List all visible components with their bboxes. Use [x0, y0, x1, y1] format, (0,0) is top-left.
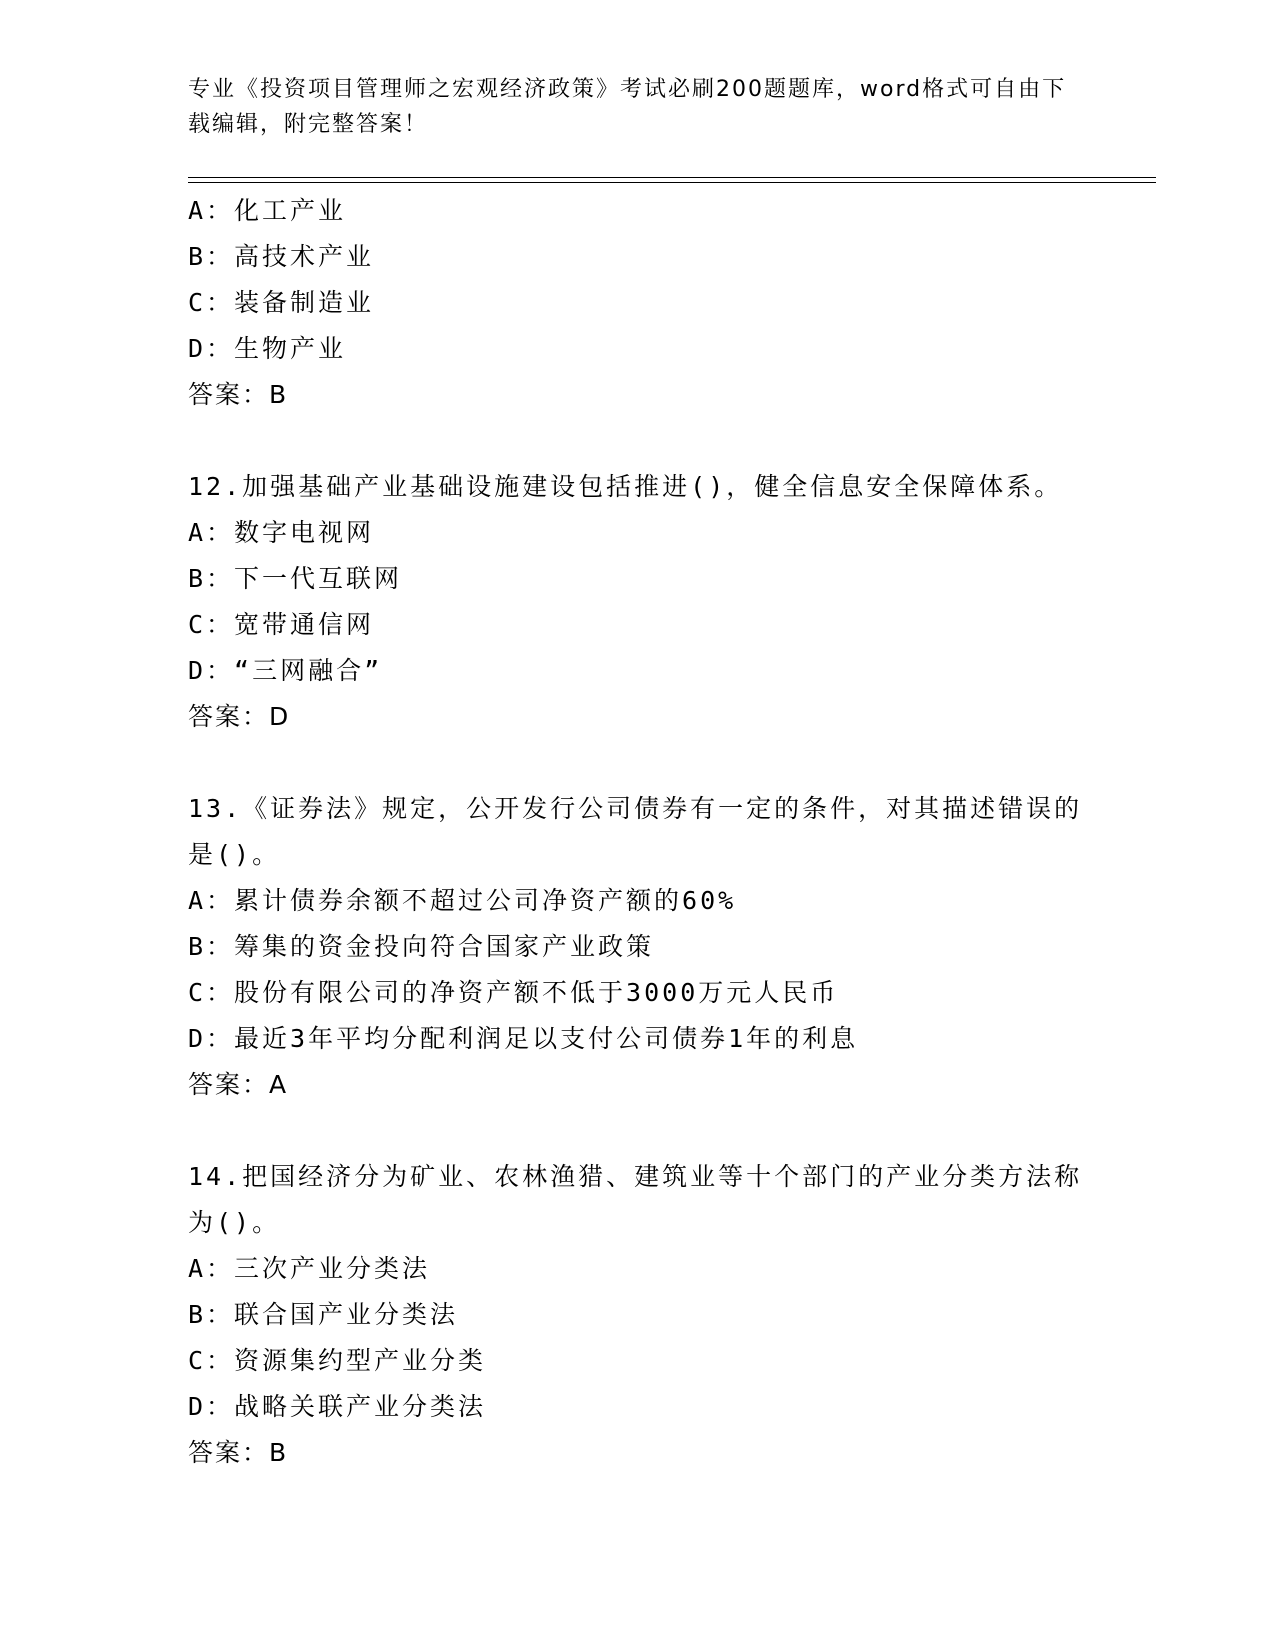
- option-d: D：生物产业: [188, 334, 347, 363]
- question-stem: 14.把国经济分为矿业、农林渔猎、建筑业等十个部门的产业分类方法称为()。: [188, 1162, 1083, 1237]
- question-stem: 12.加强基础产业基础设施建设包括推进()，健全信息安全保障体系。: [188, 472, 1063, 501]
- answer: 答案：B: [188, 1438, 289, 1467]
- option-a: A：累计债券余额不超过公司净资产额的60%: [188, 886, 737, 915]
- question-stem: 13.《证券法》规定，公开发行公司债券有一定的条件，对其描述错误的是()。: [188, 794, 1083, 869]
- option-c: C：资源集约型产业分类: [188, 1346, 487, 1375]
- option-d: D：战略关联产业分类法: [188, 1392, 487, 1421]
- option-b: B：高技术产业: [188, 242, 375, 271]
- spacer: [188, 1108, 1088, 1154]
- header-divider-bottom: [188, 182, 1156, 183]
- option-a: A：三次产业分类法: [188, 1254, 431, 1283]
- option-a: A：化工产业: [188, 196, 347, 225]
- header-title: 专业《投资项目管理师之宏观经济政策》考试必刷200题题库，word格式可自由下载编辑，附完整答案！: [188, 77, 1067, 137]
- question-list: [188, 188, 1088, 1476]
- answer: 答案：D: [188, 702, 291, 731]
- option-b: B：联合国产业分类法: [188, 1300, 459, 1329]
- header-divider-top: [188, 177, 1156, 178]
- option-d: D：“三网融合”: [188, 656, 383, 685]
- option-c: C：股份有限公司的净资产额不低于3000万元人民币: [188, 978, 839, 1007]
- option-c: C：装备制造业: [188, 288, 375, 317]
- option-a: A：数字电视网: [188, 518, 375, 547]
- option-b: B：筹集的资金投向符合国家产业政策: [188, 932, 655, 961]
- answer: 答案：A: [188, 1070, 289, 1099]
- question-11-continued: [188, 188, 1088, 418]
- option-b: B：下一代互联网: [188, 564, 403, 593]
- document-header: [188, 72, 1088, 142]
- question-13: [188, 786, 1088, 1108]
- option-c: C：宽带通信网: [188, 610, 375, 639]
- question-12: [188, 464, 1088, 740]
- option-d: D：最近3年平均分配利润足以支付公司债券1年的利息: [188, 1024, 859, 1053]
- spacer: [188, 418, 1088, 464]
- question-14: [188, 1154, 1088, 1476]
- answer: 答案：B: [188, 380, 289, 409]
- spacer: [188, 740, 1088, 786]
